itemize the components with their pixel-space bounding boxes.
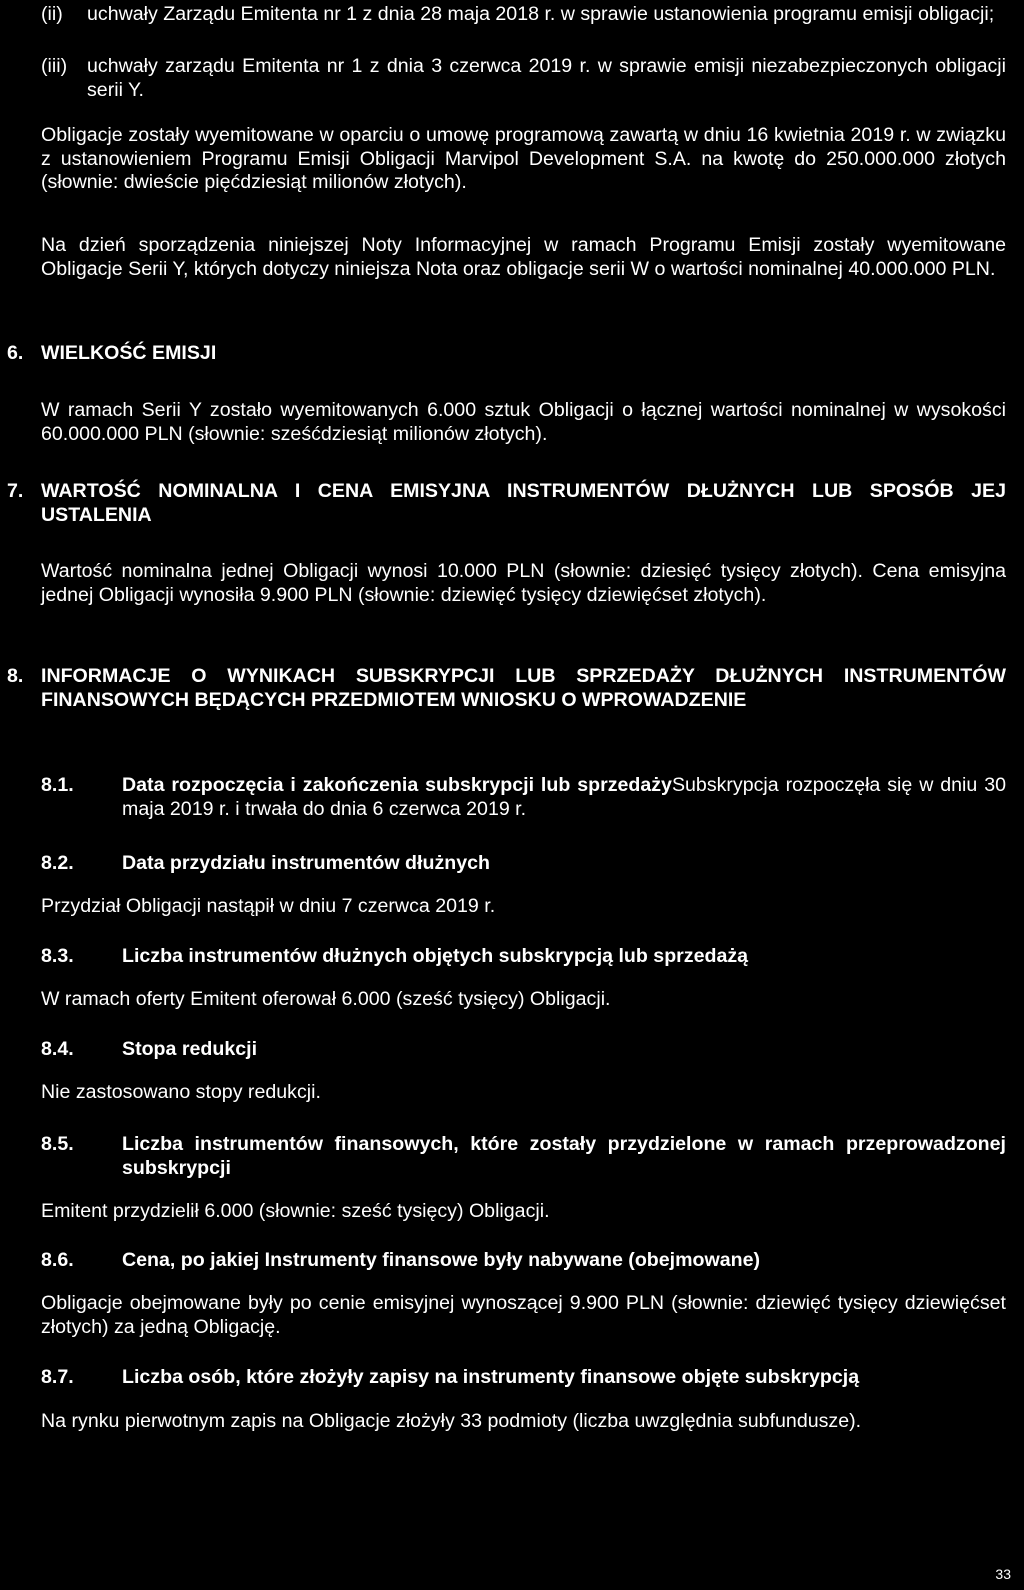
subsection-title: Data rozpoczęcia i zakończenia subskrypcji lub sprzedaży [122, 774, 672, 796]
section-heading-6 [7, 342, 1006, 366]
list-marker: (iii) [41, 55, 68, 77]
section-title: WIELKOŚĆ EMISJI [41, 342, 217, 364]
subsection-number: 8.1. [41, 774, 74, 796]
subsection-8-1 [41, 774, 1006, 821]
section-heading-7 [7, 480, 1006, 527]
subsection-8-7-text: Na rynku pierwotnym zapis na Obligacje złożyły 33 podmioty (liczba uwzględnia subfundusze). [41, 1410, 862, 1432]
subsection-8-3-text: W ramach oferty Emitent oferował 6.000 (sześć tysięcy) Obligacji. [41, 988, 611, 1010]
section-heading-8 [7, 665, 1006, 712]
subsection-number: 8.6. [41, 1249, 74, 1271]
section-title: INFORMACJE O WYNIKACH SUBSKRYPCJI LUB SPRZEDAŻY DŁUŻNYCH INSTRUMENTÓW FINANSOWYCH BĘDĄCYCH PRZEDMIOTEM WNIOSKU O WPROWADZENIE [41, 665, 1006, 711]
subsection-title: Liczba osób, które złożyły zapisy na instrumenty finansowe objęte subskrypcją [122, 1366, 860, 1388]
subsection-8-4 [41, 1038, 1006, 1062]
paragraph-note: Na dzień sporządzenia niniejszej Noty Informacyjnej w ramach Programu Emisji zostały wyemitowane Obligacje Serii Y, których dotyczy niniejsza Nota oraz obligacje serii W o wartości nominalnej 40.000.000 PLN. [41, 234, 1006, 280]
subsection-8-5-text: Emitent przydzielił 6.000 (słownie: sześć tysięcy) Obligacji. [41, 1200, 550, 1222]
subsection-number: 8.3. [41, 945, 74, 967]
section-number: 6. [7, 342, 24, 364]
subsection-8-5 [41, 1133, 1006, 1180]
subsection-8-7 [41, 1366, 1006, 1390]
subsection-8-4-text: Nie zastosowano stopy redukcji. [41, 1081, 321, 1103]
list-item-text: uchwały zarządu Emitenta nr 1 z dnia 3 czerwca 2019 r. w sprawie emisji niezabezpieczonych obligacji serii Y. [87, 55, 1006, 101]
subsection-number: 8.5. [41, 1133, 74, 1155]
subsection-text: Subskrypcja rozpoczęła się w dniu 30 maja 2019 r. i trwała do dnia 6 czerwca 2019 r. [122, 774, 1006, 820]
subsection-8-3 [41, 945, 1006, 969]
section-number: 8. [7, 665, 24, 687]
section-title: WARTOŚĆ NOMINALNA I CENA EMISYJNA INSTRUMENTÓW DŁUŻNYCH LUB SPOSÓB JEJ USTALENIA [41, 480, 1006, 526]
list-marker: (ii) [41, 3, 63, 25]
list-item-text: uchwały Zarządu Emitenta nr 1 z dnia 28 maja 2018 r. w sprawie ustanowienia programu emisji obligacji; [87, 3, 995, 25]
subsection-8-2-text: Przydział Obligacji nastąpił w dniu 7 czerwca 2019 r. [41, 895, 496, 917]
list-item-iii [41, 55, 1006, 102]
subsection-number: 8.2. [41, 852, 74, 874]
subsection-title: Liczba instrumentów dłużnych objętych subskrypcją lub sprzedażą [122, 945, 749, 967]
subsection-title: Data przydziału instrumentów dłużnych [122, 852, 490, 874]
section-6-text: W ramach Serii Y zostało wyemitowanych 6.000 sztuk Obligacji o łącznej wartości nominalnej w wysokości 60.000.000 PLN (słownie: sześćdziesiąt milionów złotych). [41, 399, 1006, 445]
subsection-title: Cena, po jakiej Instrumenty finansowe były nabywane (obejmowane) [122, 1249, 761, 1271]
subsection-8-6-text: Obligacje obejmowane były po cenie emisyjnej wynoszącej 9.900 PLN (słownie: dziewięć tysięcy dziewięćset złotych) za jedną Obligację. [41, 1292, 1006, 1338]
list-item-ii [41, 3, 1006, 27]
section-7-text: Wartość nominalna jednej Obligacji wynosi 10.000 PLN (słownie: dziesięć tysięcy złotych). Cena emisyjna jednej Obligacji wynosiła 9.900 PLN (słownie: dziewięć tysięcy dziewięćset złotych). [41, 560, 1006, 606]
subsection-8-6 [41, 1249, 1006, 1273]
subsection-title: Stopa redukcji [122, 1038, 258, 1060]
subsection-number: 8.7. [41, 1366, 74, 1388]
subsection-number: 8.4. [41, 1038, 74, 1060]
section-number: 7. [7, 480, 24, 502]
paragraph-program: Obligacje zostały wyemitowane w oparciu o umowę programową zawartą w dniu 16 kwietnia 2019 r. w związku z ustanowieniem Programu Emisji Obligacji Marvipol Development S.A. na kwotę do 250.000.000 złotych (słownie: dwieście pięćdziesiąt milionów złotych). [41, 124, 1006, 194]
subsection-8-2 [41, 852, 1006, 876]
page-number: 33 [995, 1566, 1011, 1582]
subsection-title: Liczba instrumentów finansowych, które zostały przydzielone w ramach przeprowadzonej subskrypcji [122, 1133, 1006, 1179]
